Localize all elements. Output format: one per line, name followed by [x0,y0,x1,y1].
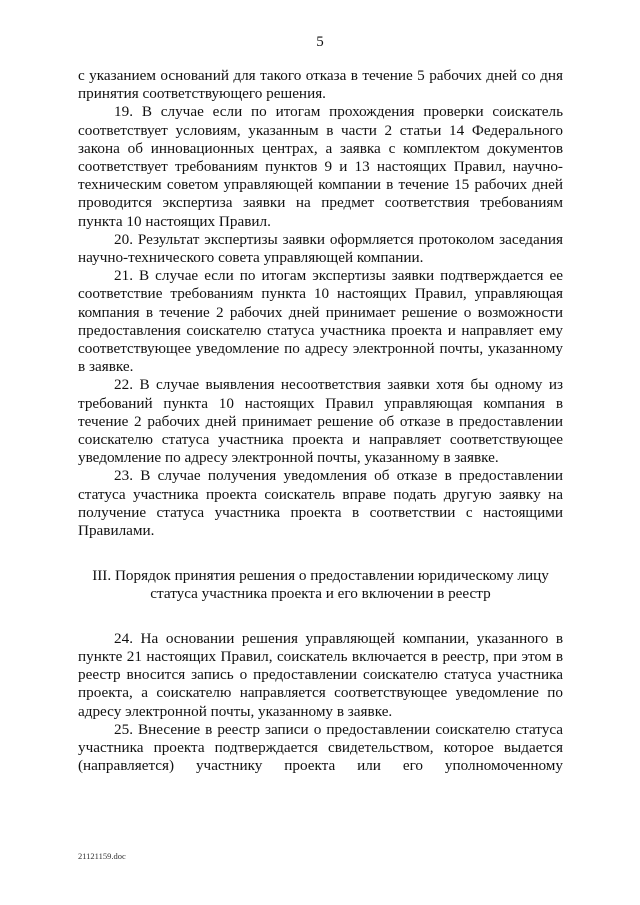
paragraph-25: 25. Внесение в реестр записи о предоставлении соискателю статуса участника проекта подтверждается свидетельством, которое выдается (направляется) участнику проекта или его уполномоченному [78,720,563,775]
section-heading-line-2: статуса участника проекта и его включении в реестр [150,585,491,603]
paragraph-19: 19. В случае если по итогам прохождения проверки соискатель соответствует условиям, указанным в части 2 статьи 14 Федерального закона об инновационных центрах, а заявка с комплектом документов соответствует требованиям пунктов 9 и 13 настоящих Правил, научно-техническим советом управляющей компании в течение 15 рабочих дней проводится экспертиза заявки на предмет соответствия требованиям пункта 10 настоящих Правил. [78,103,563,230]
paragraph-23: 23. В случае получения уведомления об отказе в предоставлении статуса участника проекта соискатель вправе подать другую заявку на получение статуса участника проекта в соответствии с настоящими Правилами. [78,467,563,540]
section-heading-line-1: III. Порядок принятия решения о предоставлении юридическому лицу [92,567,549,585]
page-number: 5 [316,34,324,50]
document-body [78,67,563,775]
paragraph-20: 20. Результат экспертизы заявки оформляется протоколом заседания научно-технического совета управляющей компании. [78,230,563,267]
paragraph-21: 21. В случае если по итогам экспертизы заявки подтверждается ее соответствие требованиям пункта 10 настоящих Правил, управляющая компания в течение 2 рабочих дней принимает решение о возможности предоставления соискателю статуса участника проекта и направляет ему соответствующее уведомление по адресу электронной почты, указанному в заявке. [78,267,563,376]
paragraph-continuation: с указанием оснований для такого отказа в течение 5 рабочих дней со дня принятия соответствующего решения. [78,67,563,103]
section-heading [78,567,563,603]
paragraph-24: 24. На основании решения управляющей компании, указанного в пункте 21 настоящих Правил, соискатель включается в реестр, при этом в реестр вносится запись о предоставлении соискателю статуса участника проекта, а соискателю направляется соответствующее уведомление по адресу электронной почты, указанному в заявке. [78,629,563,720]
footer-doc-id: 21121159.doc [78,851,126,861]
paragraph-22: 22. В случае выявления несоответствия заявки хотя бы одному из требований пункта 10 настоящих Правил управляющая компания в течение 2 рабочих дней принимает решение об отказе в предоставлении соискателю статуса участника проекта и направляет соответствующее уведомление по адресу электронной почты, указанному в заявке. [78,376,563,467]
